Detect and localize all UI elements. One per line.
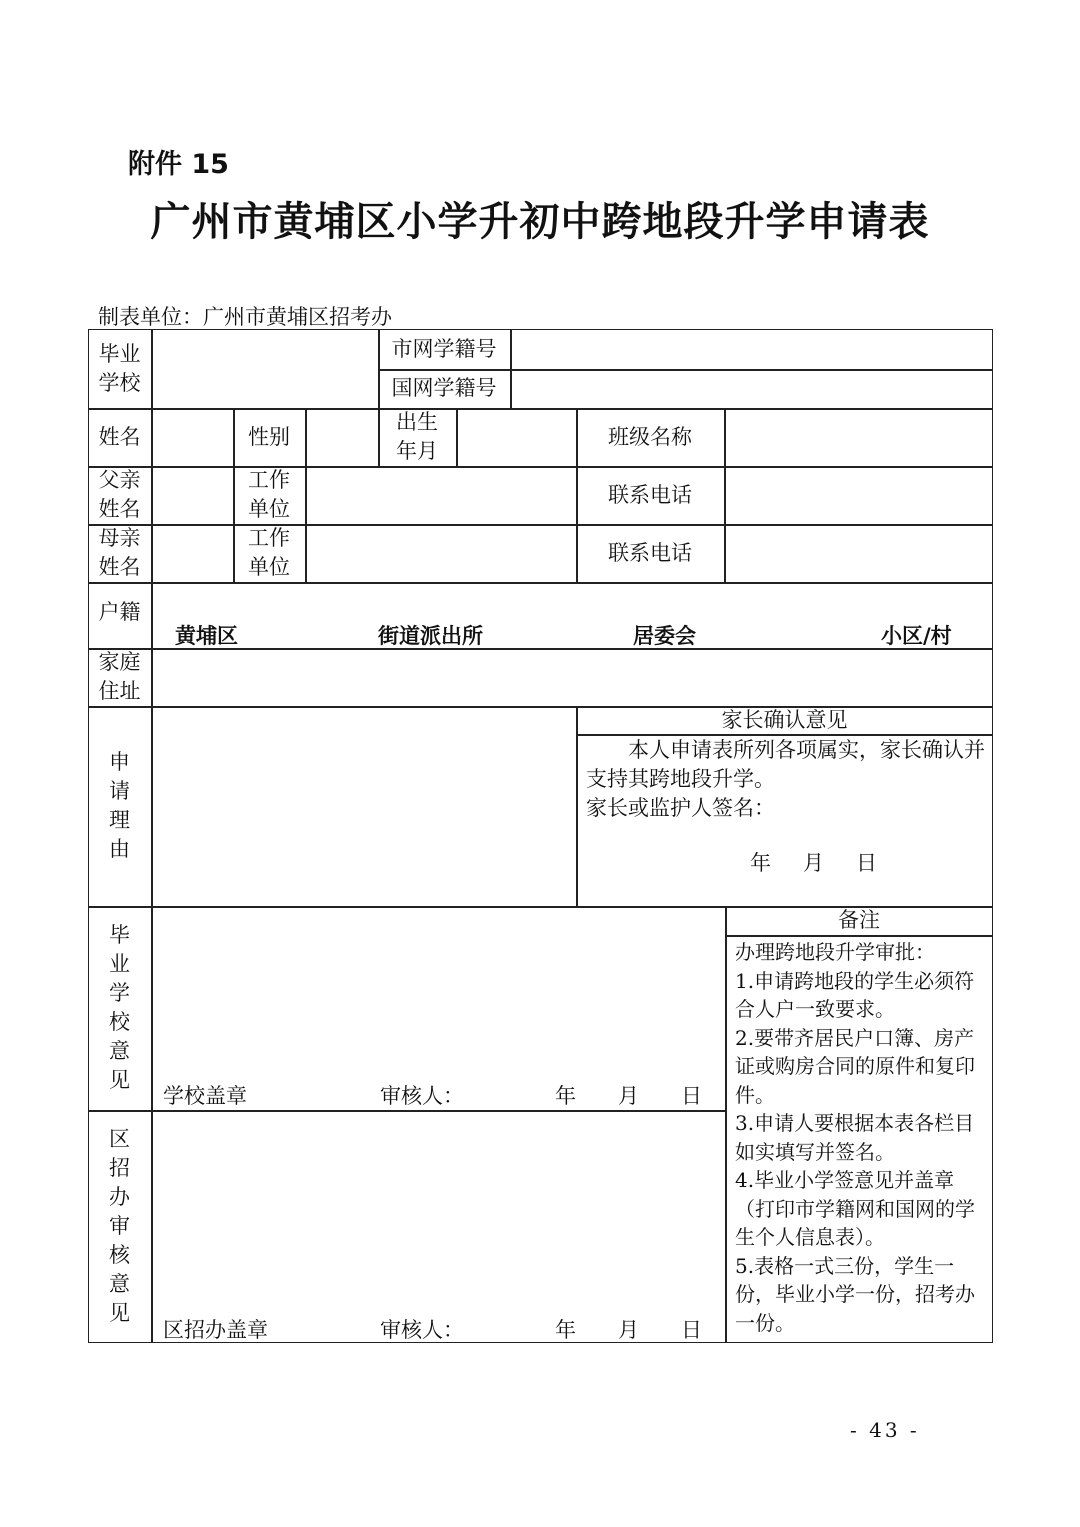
issuer: 制表单位：广州市黄埔区招考办: [98, 305, 392, 329]
father-work-unit-label: 工作 单位: [248, 468, 290, 521]
district-date: 年 月 日: [555, 1318, 702, 1342]
father-name-label: 父亲 姓名: [98, 468, 141, 521]
school-reviewer-label: 审核人：: [380, 1084, 464, 1108]
mother-name-label: 母亲 姓名: [98, 526, 141, 579]
attachment-label: 附件 15: [128, 149, 229, 180]
national-student-id-label: 国网学籍号: [391, 376, 497, 400]
class-name-label: 班级名称: [608, 424, 692, 449]
remarks-item: 2.要带齐居民户口簿、房产证或购房合同的原件和复印件。: [735, 1025, 975, 1107]
remarks-list: [735, 938, 985, 1337]
hukou-label: 户籍: [98, 600, 141, 624]
remarks-item: 办理跨地段升学审批：: [735, 940, 935, 964]
page-number: - 43 -: [850, 1418, 920, 1442]
school-stamp-label: 学校盖章: [163, 1084, 247, 1108]
remarks-label: 备注: [838, 908, 880, 932]
parent-statement: 本人申请表所列各项属实，家长确认并支持其跨地段升学。: [586, 738, 985, 791]
mother-phone-label: 联系电话: [608, 540, 692, 565]
form-title: 广州市黄埔区小学升初中跨地段升学申请表: [150, 199, 930, 245]
parent-signature-label: 家长或监护人签名：: [586, 796, 775, 820]
mother-work-unit-label: 工作 单位: [248, 526, 290, 579]
graduating-school-label: 毕业 学校: [98, 341, 141, 395]
remarks-item: 4.毕业小学签意见并盖章（打印市学籍网和国网的学生个人信息表）。: [735, 1168, 975, 1249]
parent-date: 年 月 日: [750, 851, 877, 875]
father-phone-label: 联系电话: [608, 482, 692, 507]
city-student-id-label: 市网学籍号: [391, 336, 497, 361]
gender-label: 性别: [248, 424, 290, 449]
remarks-item: 3.申请人要根据本表各栏目如实填写并签名。: [735, 1111, 975, 1164]
district-stamp-label: 区招办盖章: [163, 1318, 268, 1342]
remarks-item: 5.表格一式三份，学生一份，毕业小学一份，招考办一份。: [735, 1253, 975, 1335]
home-address-label: 家庭 住址: [98, 650, 141, 703]
school-date: 年 月 日: [555, 1084, 702, 1108]
hukou-address-line: 黄埔区 街道派出所 居委会 小区/村: [175, 624, 952, 648]
district-opinion-label: 区 招 办 审 核 意 见: [109, 1127, 130, 1325]
school-opinion-label: 毕 业 学 校 意 见: [109, 923, 130, 1092]
reason-label: 申 请 理 由: [109, 750, 130, 861]
remarks-item: 1.申请跨地段的学生必须符合人户一致要求。: [735, 968, 975, 1021]
birth-label: 出生 年月: [396, 410, 438, 463]
parent-opinion-label: 家长确认意见: [721, 707, 848, 732]
name-label: 姓名: [98, 424, 141, 449]
district-reviewer-label: 审核人：: [380, 1318, 464, 1342]
